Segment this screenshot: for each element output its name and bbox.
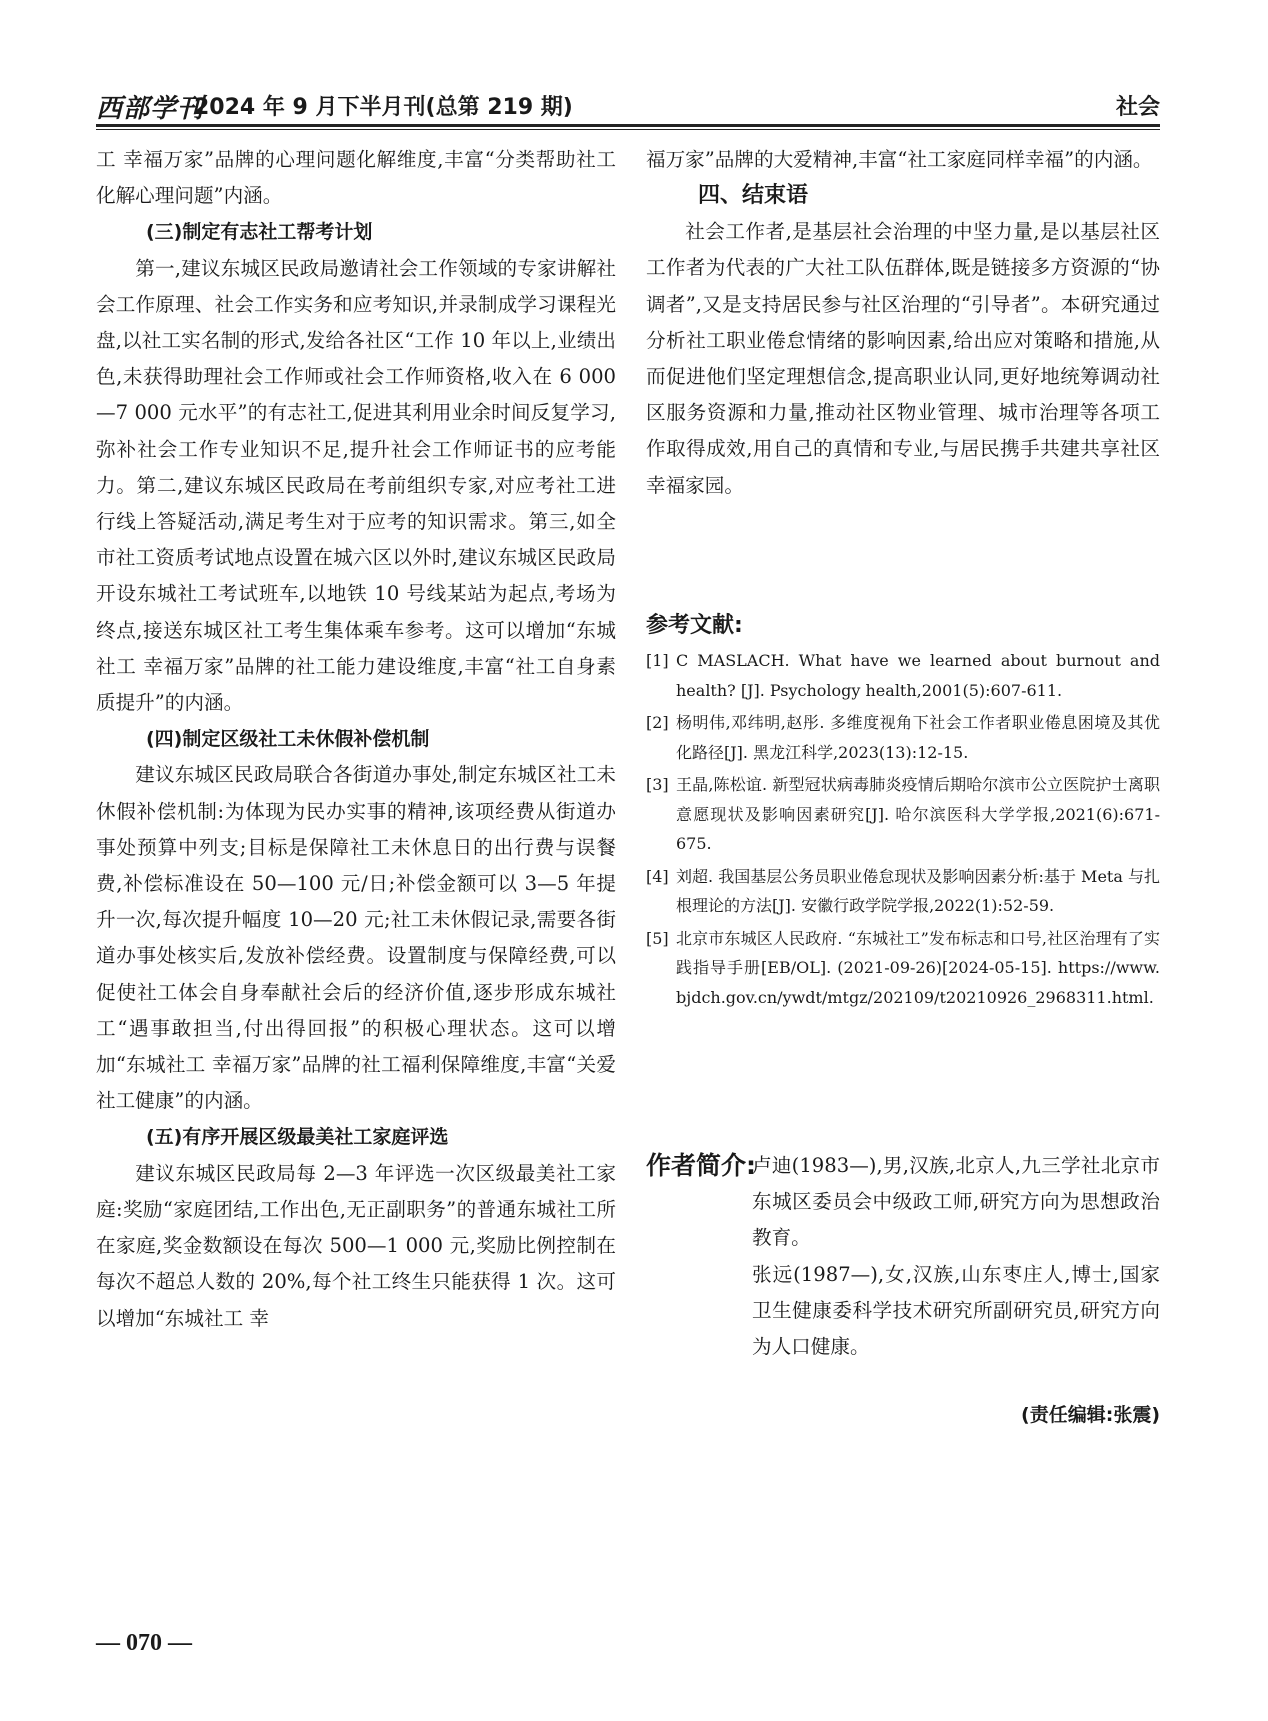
author-bio-body <box>752 1148 1160 1365</box>
reference-number: [5] <box>646 928 669 948</box>
reference-url[interactable]: https://www.bjdch.gov.cn/ywdt/mtgz/202109/t20210926_2968311.html. <box>676 958 1160 1007</box>
page-number: — 070 — <box>96 1630 192 1656</box>
author-bio-2: 张远(1987—),女,汉族,山东枣庄人,博士,国家卫生健康委科学技术研究所副研究员,研究方向为人口健康。 <box>752 1262 1160 1359</box>
reference-text: 王晶,陈松谊. 新型冠状病毒肺炎疫情后期哈尔滨市公立医院护士离职意愿现状及影响因素研究[J]. 哈尔滨医科大学学报,2021(6):671-675. <box>676 775 1160 853</box>
reference-item <box>646 862 1160 921</box>
reference-item <box>646 708 1160 767</box>
subsection-heading: (四)制定区级社工未休假补偿机制 <box>146 728 430 751</box>
right-column <box>646 142 1160 504</box>
paragraph: 建议东城区民政局联合各街道办事处,制定东城区社工未休假补偿机制:为体现为民办实事的精神,该项经费从街道办事处预算中列支;目标是保障社工未休息日的出行费与误餐费,补偿标准设在 50—100 元/日;补偿金额可以 3—5 年提升一次,每次提升幅度 10—20 元;社工未休假记录,需要各街道办事处核实后,发放补偿经费。设置制度与保障经费,可以促使社工体会自身奉献社会后的经济价值,逐步形成东城社工“遇事敢担当,付出得回报”的积极心理状态。这可以增加“东城社工 幸福万家”品牌的社工福利保障维度,丰富“关爱社工健康”的内涵。 <box>96 763 616 1113</box>
reference-text: 刘超. 我国基层公务员职业倦怠现状及影响因素分析:基于 Meta 与扎根理论的方法[J]. 安徽行政学院学报,2022(1):52-59. <box>676 866 1160 915</box>
paragraph: 第一,建议东城区民政局邀请社会工作领域的专家讲解社会工作原理、社会工作实务和应考知识,并录制成学习课程光盘,以社工实名制的形式,发给各社区“工作 10 年以上,业绩出色,未获得助理社会工作师或社会工作师资格,收入在 6 000—7 000 元水平”的有志社工,促进其利用业余时间反复学习,弥补社会工作专业知识不足,提升社会工作师证书的应考能力。第二,建议东城区民政局在考前组织专家,对应考社工进行线上答疑活动,满足考生对于应考的知识需求。第三,如全市社工资质考试地点设置在城六区以外时,建议东城区民政局开设东城社工考试班车,以地铁 10 号线某站为起点,考场为终点,接送东城区社工考生集体乘车参考。这可以增加“东城社工 幸福万家”品牌的社工能力建设维度,丰富“社工自身素质提升”的内涵。 <box>96 256 616 715</box>
subsection-heading: (三)制定有志社工帮考计划 <box>146 221 373 244</box>
paragraph: 工 幸福万家”品牌的心理问题化解维度,丰富“分类帮助社工化解心理问题”内涵。 <box>96 148 616 208</box>
header-rule-thin <box>96 129 1160 130</box>
header-rule <box>96 124 1160 127</box>
subsection-heading: (五)有序开展区级最美社工家庭评选 <box>146 1126 449 1149</box>
reference-item <box>646 770 1160 859</box>
reference-number: [4] <box>646 866 669 886</box>
issue-info: 2024 年 9 月下半月刊(总第 219 期) <box>194 95 573 120</box>
reference-number: [2] <box>646 713 669 732</box>
author-bio-1: 卢迪(1983—),男,汉族,北京人,九三学社北京市东城区委员会中级政工师,研究方向为思想政治教育。 <box>752 1154 1160 1250</box>
section-label: 社会 <box>1115 95 1160 120</box>
responsible-editor: (责任编辑:张震) <box>1021 1404 1160 1426</box>
reference-text: C MASLACH. What have we learned about burnout and health? [J]. Psychology health,2001(5):607-611. <box>676 651 1160 700</box>
paragraph: 福万家”品牌的大爱精神,丰富“社工家庭同样幸福”的内涵。 <box>646 148 1153 171</box>
section-heading: 四、结束语 <box>698 183 809 209</box>
references-list <box>646 646 1160 1015</box>
reference-item <box>646 646 1160 705</box>
paragraph: 建议东城区民政局每 2—3 年评选一次区级最美社工家庭:奖励“家庭团结,工作出色,无正副职务”的普通东城社工所在家庭,奖金数额设在每次 500—1 000 元,奖励比例控制在每次不超总人数的 20%,每个社工终生只能获得 1 次。这可以增加“东城社工 幸 <box>96 1161 616 1330</box>
reference-number: [1] <box>646 651 669 670</box>
reference-item <box>646 924 1160 1013</box>
reference-body: 北京市东城区人民政府. “东城社工”发布标志和口号,社区治理有了实践指导手册[EB/OL]. (2021-09-26)[2024-05-15]. <box>676 928 1160 977</box>
reference-text: 杨明伟,邓纬明,赵彤. 多维度视角下社会工作者职业倦息困境及其优化路径[J]. 黑龙江科学,2023(13):12-15. <box>676 713 1160 762</box>
paragraph: 社会工作者,是基层社会治理的中坚力量,是以基层社区工作者为代表的广大社工队伍群体,既是链接多方资源的“协调者”,又是支持居民参与社区治理的“引导者”。本研究通过分析社工职业倦怠情绪的影响因素,给出应对策略和措施,从而促进他们坚定理想信念,提高职业认同,更好地统筹调动社区服务资源和力量,推动社区物业管理、城市治理等各项工作取得成效,用自己的真情和专业,与居民携手共建共享社区幸福家园。 <box>646 220 1160 497</box>
reference-text <box>676 924 1160 1013</box>
journal-logo: 西部学刊 <box>96 94 205 124</box>
left-column <box>96 142 616 1337</box>
references-title: 参考文献: <box>646 613 743 638</box>
reference-number: [3] <box>646 775 669 794</box>
page-header <box>96 86 1160 124</box>
author-bio-label: 作者简介: <box>646 1151 756 1180</box>
